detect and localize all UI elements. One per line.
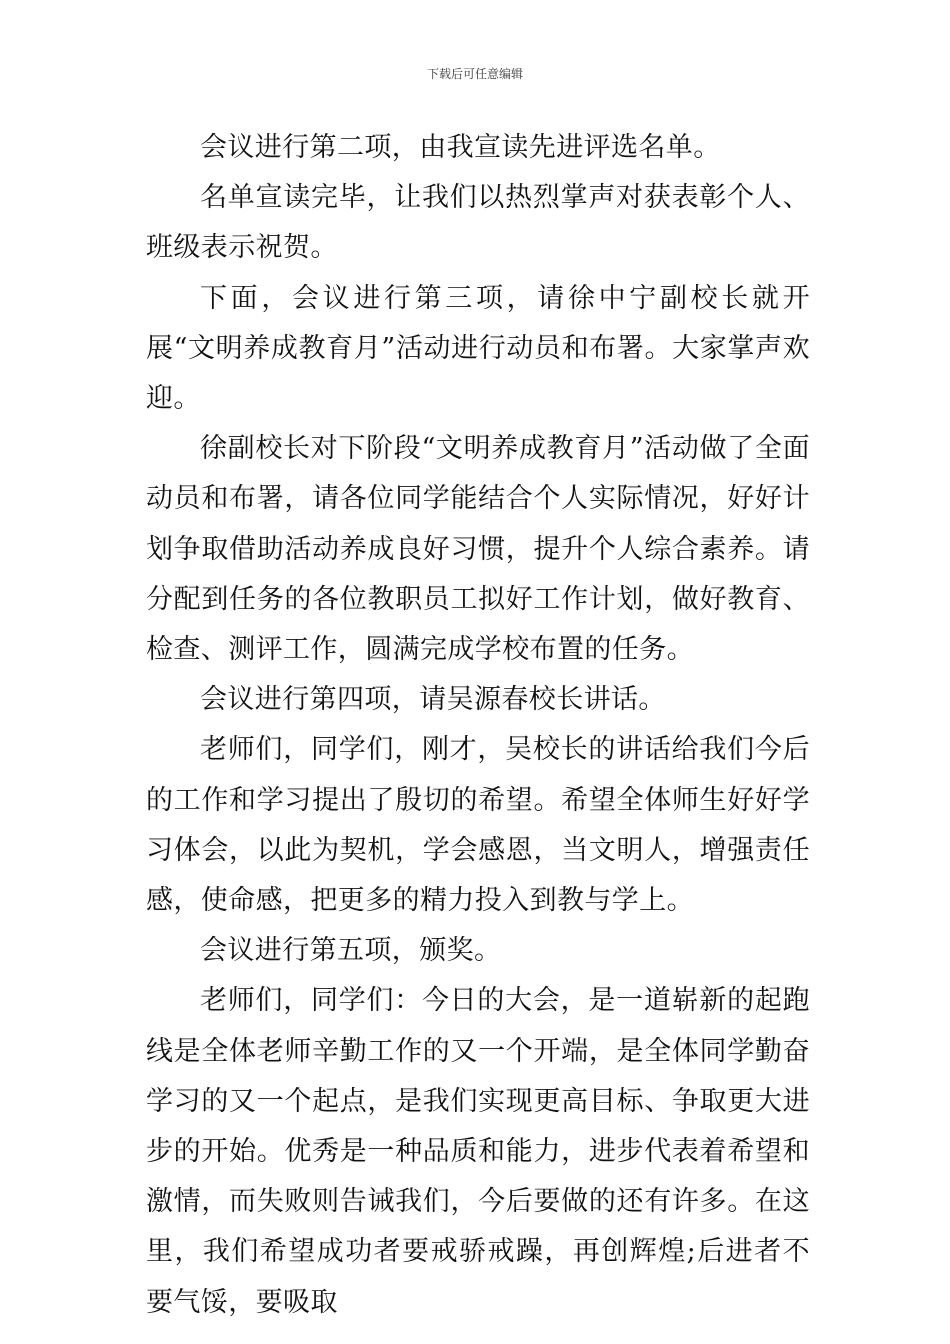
page-header: 下载后可任意编辑 bbox=[426, 67, 523, 81]
document-body bbox=[146, 123, 810, 1328]
paragraph: 会议进行第五项，颁奖。 bbox=[200, 935, 502, 967]
paragraph: 会议进行第四项，请吴源春校长讲话。 bbox=[200, 684, 666, 716]
paragraph: 下面，会议进行第三项，请徐中宁副校长就开展“文明养成教育月”活动进行动员和布署。大家掌声欢迎。 bbox=[146, 282, 810, 415]
paragraph: 名单宣读完毕，让我们以热烈掌声对获表彰个人、班级表示祝贺。 bbox=[146, 182, 810, 264]
paragraph: 老师们，同学们，刚才，吴校长的讲话给我们今后的工作和学习提出了殷切的希望。希望全体师生好好学习体会，以此为契机，学会感恩，当文明人，增强责任感，使命感，把更多的精力投入到教与学上。 bbox=[146, 734, 810, 917]
paragraph: 徐副校长对下阶段“文明养成教育月”活动做了全面动员和布署，请各位同学能结合个人实际情况，好好计划争取借助活动养成良好习惯，提升个人综合素养。请分配到任务的各位教职员工拟好工作计划，做好教育、检查、测评工作，圆满完成学校布置的任务。 bbox=[146, 433, 810, 666]
paragraph: 老师们，同学们：今日的大会，是一道崭新的起跑线是全体老师辛勤工作的又一个开端，是全体同学勤奋学习的又一个起点，是我们实现更高目标、争取更大进步的开始。优秀是一种品质和能力，进步代表着希望和激情，而失败则告诫我们，今后要做的还有许多。在这里，我们希望成功者要戒骄戒躁，再创辉煌;后进者不要气馁，要吸取 bbox=[146, 985, 810, 1318]
paragraph: 会议进行第二项，由我宣读先进评选名单。 bbox=[200, 132, 721, 163]
